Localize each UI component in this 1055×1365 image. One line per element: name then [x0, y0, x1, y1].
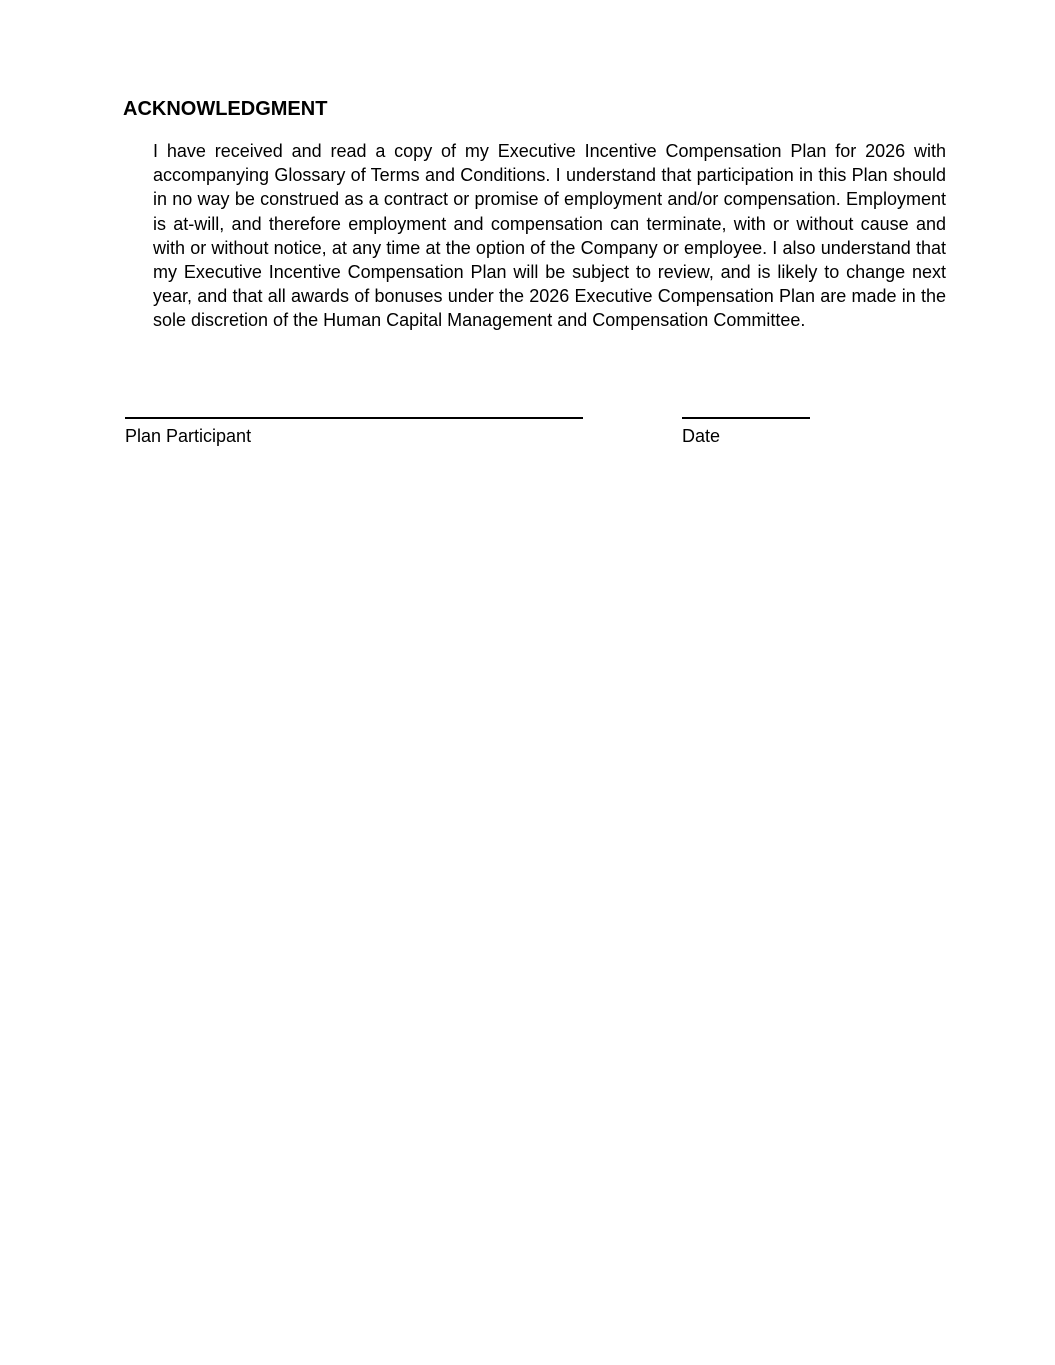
date-signature-line [682, 417, 810, 419]
acknowledgment-heading: ACKNOWLEDGMENT [123, 98, 328, 120]
participant-signature-field [125, 417, 583, 447]
participant-signature-label: Plan Participant [125, 426, 252, 446]
acknowledgment-paragraph: I have received and read a copy of my Executive Incentive Compensation Plan for 2026 with accompanying Glossary of Terms and Conditions. I understand that participation in this Plan should in no way be construed as a contract or promise of employment and/or compensation. Employment is at-will, and therefore employment and compensation can terminate, with or without cause and with or without notice, at any time at the option of the Company or employee. I also understand that my Executive Incentive Compensation Plan will be subject to review, and is likely to change next year, and that all awards of bonuses under the 2026 Executive Compensation Plan are made in the sole discretion of the Human Capital Management and Compensation Committee. [153, 141, 946, 331]
date-signature-field [682, 417, 810, 447]
date-signature-label: Date [682, 426, 721, 446]
participant-signature-line [125, 417, 583, 419]
